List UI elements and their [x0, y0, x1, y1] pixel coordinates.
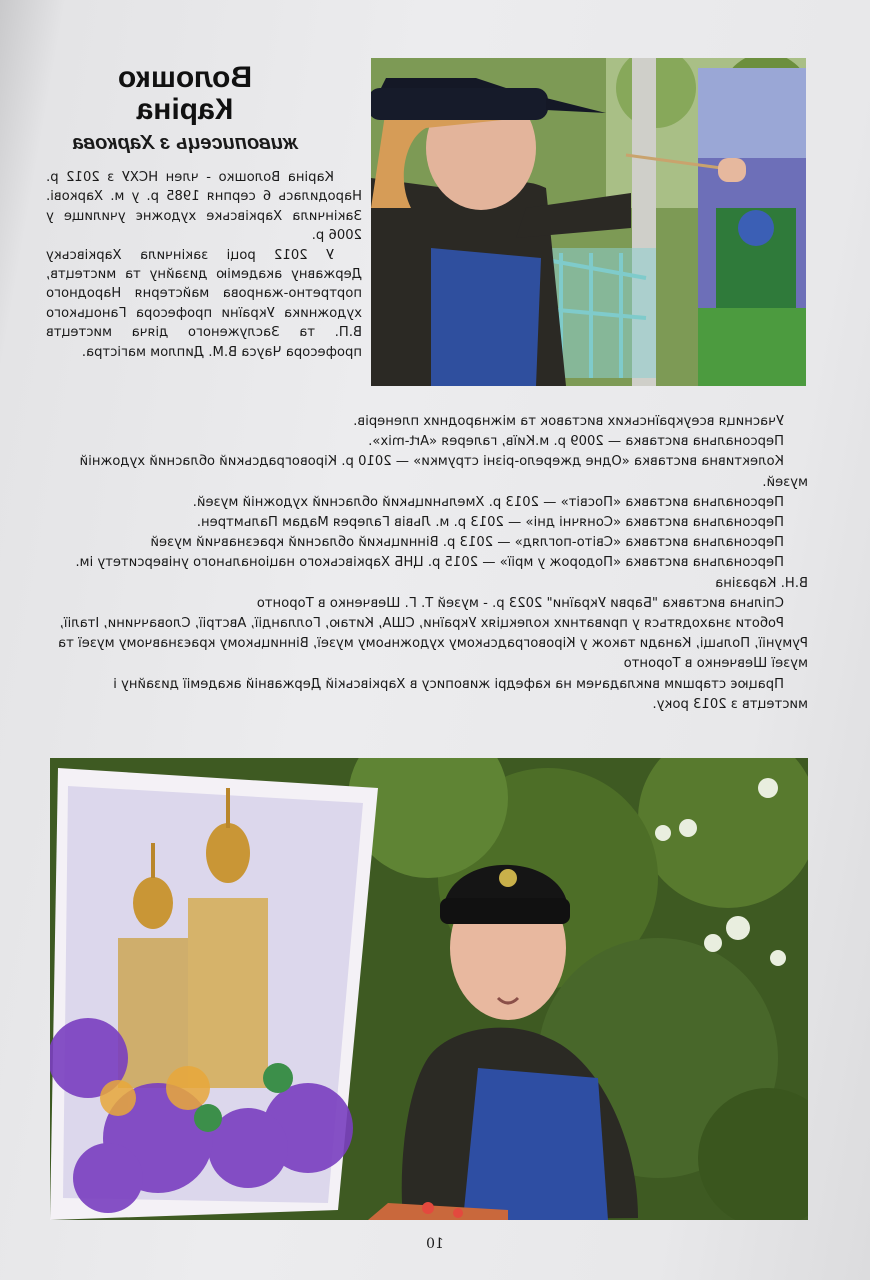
- biography-column: [46, 168, 362, 362]
- photo-artist-painting: [371, 58, 806, 386]
- exhibition-item: Персональна виставка «Посвіт» — 2013 р. Хмельницький обласний художній музей.: [192, 494, 784, 510]
- exhibition-item: Персональна виставка «Сонячні дні» — 2013 р. м. Львів Галерея Мадам Пальмтрен.: [196, 515, 784, 531]
- exhibition-item: Колективна виставка «Одне джерело-різні струмки» — 2010 р. Кіровоградський обласний художній музей.: [79, 454, 808, 490]
- exhibition-item: Спільна виставка "Барви України" 2023 р. - музей Т. Г. Шевченко в Торонто: [256, 595, 784, 611]
- artist-surname: Волошко: [117, 61, 253, 94]
- artist-first-name: Каріна: [136, 93, 234, 126]
- artist-subtitle: живописець з Харкова: [72, 132, 298, 154]
- exhibition-item: Працює старшим викладачем на кафедрі живопису в Харківській Державній академії дизайну і мистецтв з 2013 року.: [113, 676, 808, 712]
- photo-artist-with-painting: [50, 758, 808, 1220]
- exhibition-item: Роботи знаходяться у приватних колекціях України, США, Китаю, Голландії, Австрії, Словаччини, Італії, Румунії, Польщі, Канади також у Кіровоградському художньому музеї, Вінницькому краєзнавчому музеї та музеї Шевченко в Торонто: [58, 616, 808, 672]
- exhibition-item: Персональна виставка «Подорож у мрії» — 2015 р. ЦНБ Харківського національного університету ім. В.Н. Каразіна: [75, 555, 808, 591]
- exhibition-item: Персональна виставка «Світо-погляд» — 2013 р. Вінницький обласний краєзнавчий музей: [150, 535, 784, 551]
- artist-painting-illustration: [371, 58, 806, 386]
- bio-paragraph: У 2012 році закінчила Харківську Державну академію дизайну та мистецтв, портретно-жанрова майстерня Народного художника України професора Ганоцького В.П. та Заслуженого діяча мистецтв професора Чауса В.М. Диплом магістра.: [46, 247, 362, 360]
- article-title-block: [20, 62, 350, 156]
- exhibition-item: Персональна виставка — 2009 р. м.Київ, галерея «Art-mix».: [368, 434, 784, 450]
- bio-paragraph: Каріна Волошко - член НСХУ з 2012 р. Народилась 6 серпня 1985 р. у м. Харкові. Закінчила Харківське художнє училище у 2006 р.: [46, 170, 362, 244]
- exhibition-item: Учасниця всеукраїнських виставок та міжнародних пленерів.: [353, 414, 784, 429]
- exhibitions-list: [46, 412, 808, 715]
- artist-with-painting-illustration: [50, 758, 808, 1220]
- page-number: 10: [426, 1236, 444, 1252]
